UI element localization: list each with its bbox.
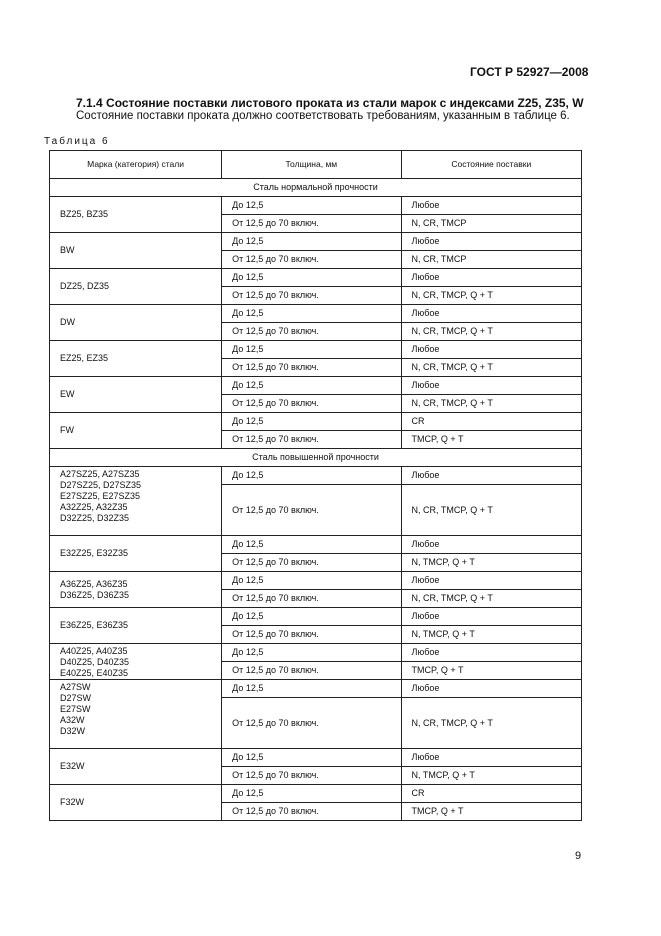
thickness-cell: До 12,5 bbox=[222, 536, 401, 554]
table-caption: Таблица 6 bbox=[44, 136, 110, 147]
grade-cell: E32Z25, E32Z35 bbox=[50, 536, 222, 572]
grade-cell: A27SZ25, A27SZ35 D27SZ25, D27SZ35 E27SZ25, E27SZ35 A32Z25, A32Z35 D32Z25, D32Z35 bbox=[50, 467, 222, 536]
condition-cell: Любое bbox=[401, 197, 581, 215]
grade-cell: A27SW D27SW E27SW A32W D32W bbox=[50, 680, 222, 749]
thickness-cell: До 12,5 bbox=[222, 608, 401, 626]
grade-cell: BW bbox=[50, 233, 222, 269]
section-text: Состояние поставки проката должно соответствовать требованиям, указанным в таблице 6. bbox=[76, 110, 570, 122]
table-header-row bbox=[50, 151, 582, 179]
condition-cell: CR bbox=[401, 785, 581, 803]
table-row bbox=[50, 572, 582, 590]
thickness-cell: До 12,5 bbox=[222, 377, 401, 395]
group-row-high-strength bbox=[50, 449, 582, 467]
page-number: 9 bbox=[575, 850, 582, 862]
condition-cell: Любое bbox=[401, 377, 581, 395]
grade-cell: FW bbox=[50, 413, 222, 449]
condition-cell: Любое bbox=[401, 644, 581, 662]
condition-cell: Любое bbox=[401, 341, 581, 359]
table-row bbox=[50, 749, 582, 767]
thickness-cell: От 12,5 до 70 включ. bbox=[222, 251, 401, 269]
table-row bbox=[50, 608, 582, 626]
condition-cell: N, TMCP, Q + T bbox=[401, 767, 581, 785]
group-row-normal-strength bbox=[50, 179, 582, 197]
thickness-cell: От 12,5 до 70 включ. bbox=[222, 662, 401, 680]
condition-cell: Любое bbox=[401, 536, 581, 554]
condition-cell: N, CR, TMCP, Q + T bbox=[401, 485, 581, 536]
thickness-cell: От 12,5 до 70 включ. bbox=[222, 698, 401, 749]
condition-cell: TMCP, Q + T bbox=[401, 803, 581, 821]
grade-cell: DZ25, DZ35 bbox=[50, 269, 222, 305]
condition-cell: TMCP, Q + T bbox=[401, 431, 581, 449]
thickness-cell: До 12,5 bbox=[222, 467, 401, 485]
group-label: Сталь нормальной прочности bbox=[50, 179, 582, 197]
table-row bbox=[50, 644, 582, 662]
table-row bbox=[50, 785, 582, 803]
thickness-cell: От 12,5 до 70 включ. bbox=[222, 485, 401, 536]
standard-designation: ГОСТ Р 52927—2008 bbox=[470, 65, 589, 79]
condition-cell: Любое bbox=[401, 233, 581, 251]
thickness-cell: До 12,5 bbox=[222, 785, 401, 803]
thickness-cell: От 12,5 до 70 включ. bbox=[222, 626, 401, 644]
thickness-cell: От 12,5 до 70 включ. bbox=[222, 395, 401, 413]
condition-cell: N, TMCP, Q + T bbox=[401, 626, 581, 644]
condition-cell: CR bbox=[401, 413, 581, 431]
condition-cell: N, CR, TMCP, Q + T bbox=[401, 323, 581, 341]
condition-cell: N, CR, TMCP bbox=[401, 251, 581, 269]
thickness-cell: До 12,5 bbox=[222, 413, 401, 431]
thickness-cell: До 12,5 bbox=[222, 305, 401, 323]
table-row bbox=[50, 341, 582, 359]
thickness-cell: До 12,5 bbox=[222, 269, 401, 287]
header-grade: Марка (категория) стали bbox=[50, 151, 222, 179]
grade-cell: DW bbox=[50, 305, 222, 341]
condition-cell: Любое bbox=[401, 608, 581, 626]
condition-cell: N, CR, TMCP, Q + T bbox=[401, 698, 581, 749]
table-row bbox=[50, 305, 582, 323]
thickness-cell: До 12,5 bbox=[222, 197, 401, 215]
grade-cell: E36Z25, E36Z35 bbox=[50, 608, 222, 644]
condition-cell: TMCP, Q + T bbox=[401, 662, 581, 680]
table-row bbox=[50, 467, 582, 485]
grade-cell: EW bbox=[50, 377, 222, 413]
thickness-cell: От 12,5 до 70 включ. bbox=[222, 359, 401, 377]
thickness-cell: От 12,5 до 70 включ. bbox=[222, 590, 401, 608]
grade-cell: BZ25, BZ35 bbox=[50, 197, 222, 233]
thickness-cell: До 12,5 bbox=[222, 680, 401, 698]
condition-cell: Любое bbox=[401, 269, 581, 287]
condition-cell: Любое bbox=[401, 572, 581, 590]
table-row bbox=[50, 413, 582, 431]
thickness-cell: От 12,5 до 70 включ. bbox=[222, 215, 401, 233]
grade-cell: A36Z25, A36Z35 D36Z25, D36Z35 bbox=[50, 572, 222, 608]
group-label: Сталь повышенной прочности bbox=[50, 449, 582, 467]
condition-cell: Любое bbox=[401, 305, 581, 323]
thickness-cell: От 12,5 до 70 включ. bbox=[222, 554, 401, 572]
thickness-cell: От 12,5 до 70 включ. bbox=[222, 287, 401, 305]
header-thickness: Толщина, мм bbox=[222, 151, 401, 179]
table-row bbox=[50, 233, 582, 251]
grade-cell: EZ25, EZ35 bbox=[50, 341, 222, 377]
grade-cell: F32W bbox=[50, 785, 222, 821]
header-condition: Состояние поставки bbox=[401, 151, 581, 179]
grade-cell: A40Z25, A40Z35 D40Z25, D40Z35 E40Z25, E40Z35 bbox=[50, 644, 222, 680]
thickness-cell: От 12,5 до 70 включ. bbox=[222, 803, 401, 821]
thickness-cell: До 12,5 bbox=[222, 233, 401, 251]
condition-cell: N, CR, TMCP bbox=[401, 215, 581, 233]
condition-cell: Любое bbox=[401, 467, 581, 485]
delivery-condition-table bbox=[49, 150, 582, 821]
table-row bbox=[50, 197, 582, 215]
table-row bbox=[50, 377, 582, 395]
grade-cell: E32W bbox=[50, 749, 222, 785]
condition-cell: N, CR, TMCP, Q + T bbox=[401, 395, 581, 413]
thickness-cell: От 12,5 до 70 включ. bbox=[222, 323, 401, 341]
condition-cell: N, CR, TMCP, Q + T bbox=[401, 287, 581, 305]
table-row bbox=[50, 269, 582, 287]
thickness-cell: До 12,5 bbox=[222, 341, 401, 359]
table-row bbox=[50, 680, 582, 698]
thickness-cell: До 12,5 bbox=[222, 644, 401, 662]
thickness-cell: От 12,5 до 70 включ. bbox=[222, 431, 401, 449]
condition-cell: Любое bbox=[401, 680, 581, 698]
thickness-cell: От 12,5 до 70 включ. bbox=[222, 767, 401, 785]
condition-cell: N, CR, TMCP, Q + T bbox=[401, 590, 581, 608]
condition-cell: N, CR, TMCP, Q + T bbox=[401, 359, 581, 377]
section-title: 7.1.4 Состояние поставки листового проката из стали марок с индексами Z25, Z35, W bbox=[76, 96, 584, 110]
condition-cell: N, TMCP, Q + T bbox=[401, 554, 581, 572]
table-row bbox=[50, 536, 582, 554]
condition-cell: Любое bbox=[401, 749, 581, 767]
thickness-cell: До 12,5 bbox=[222, 749, 401, 767]
thickness-cell: До 12,5 bbox=[222, 572, 401, 590]
